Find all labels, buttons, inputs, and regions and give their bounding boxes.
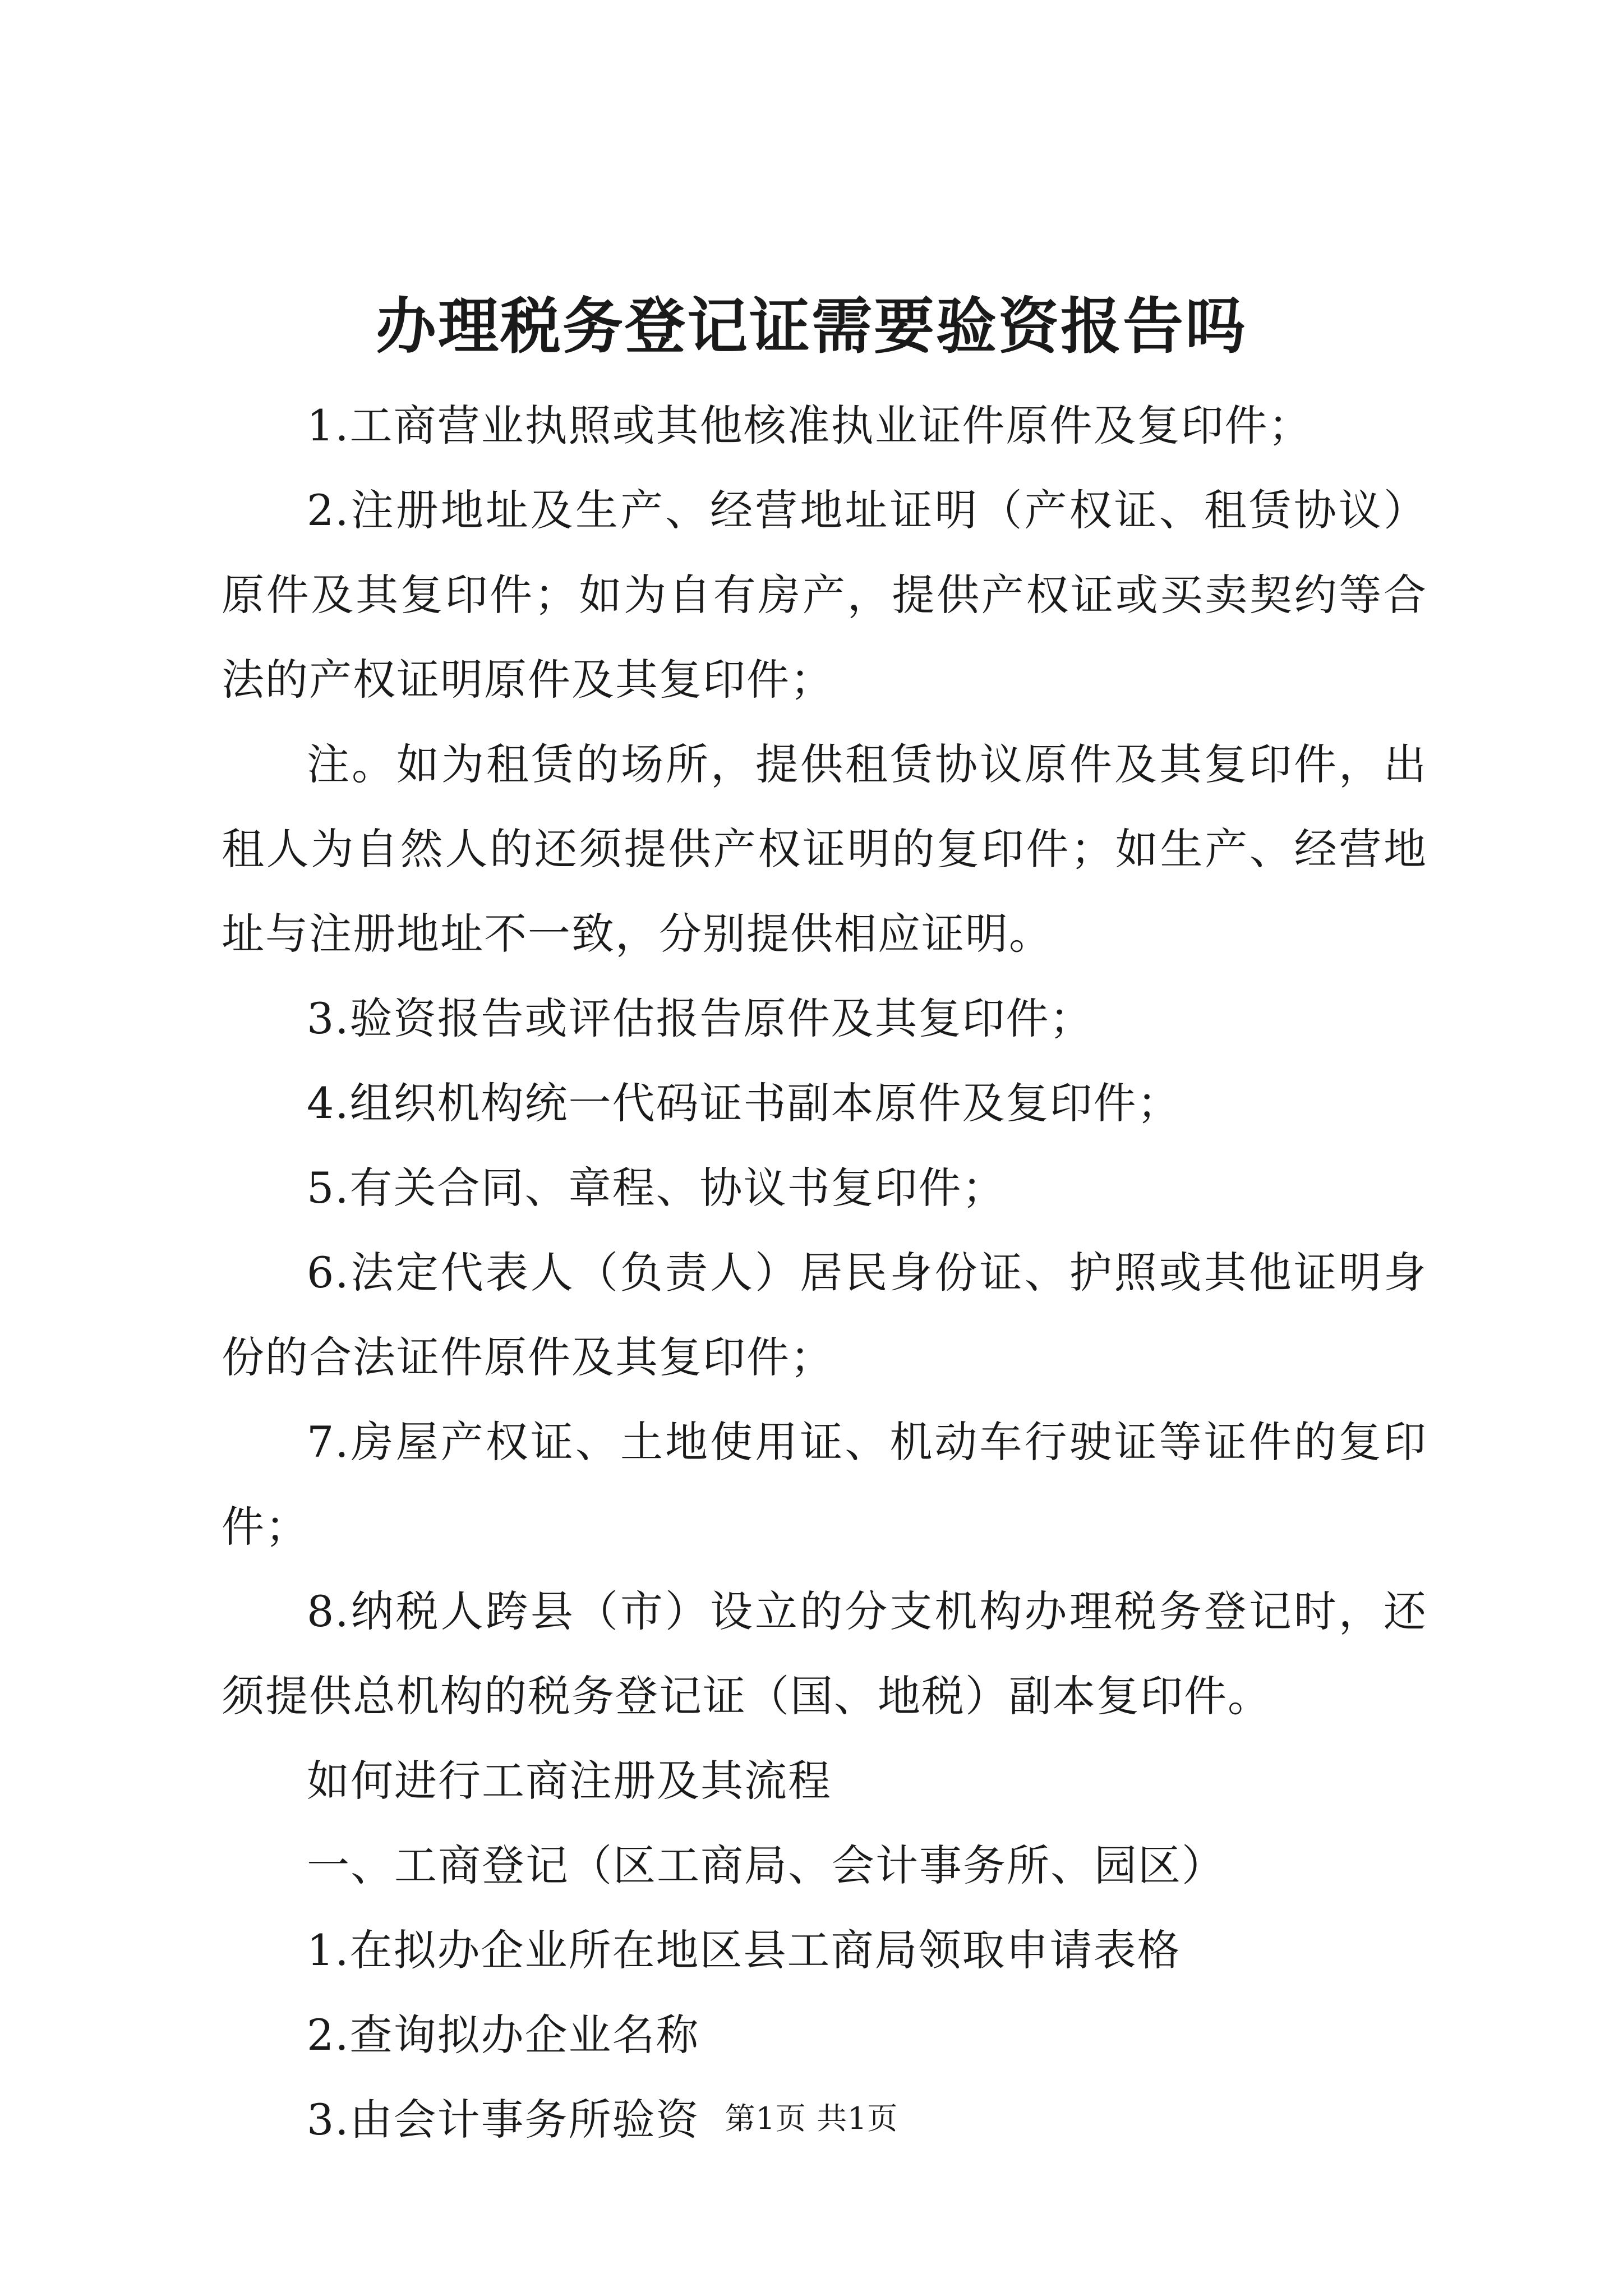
paragraph-item-4: 4.组织机构统一代码证书副本原件及复印件； xyxy=(307,1078,1181,1128)
subheading-registration: 如何进行工商注册及其流程 xyxy=(307,1756,832,1806)
step-item-2: 2.查询拟办企业名称 xyxy=(307,2010,700,2060)
document-body xyxy=(222,383,1427,2162)
page-footer: 第1页 共1页 xyxy=(725,2101,898,2136)
paragraph-item-8: 8.纳税人跨县（市）设立的分支机构办理税务登记时，还须提供总机构的税务登记证（国、地税）副本复印件。 xyxy=(222,1586,1427,1721)
paragraph-item-2: 2.注册地址及生产、经营地址证明（产权证、租赁协议）原件及其复印件；如为自有房产，提供产权证或买卖契约等合法的产权证明原件及其复印件； xyxy=(222,485,1427,705)
step-item-1: 1.在拟办企业所在地区县工商局领取申请表格 xyxy=(307,1925,1181,1975)
paragraph-note: 注。如为租赁的场所，提供租赁协议原件及其复印件，出租人为自然人的还须提供产权证明的复印件；如生产、经营地址与注册地址不一致，分别提供相应证明。 xyxy=(222,739,1427,959)
paragraph-item-5: 5.有关合同、章程、协议书复印件； xyxy=(307,1163,1006,1213)
step-item-3: 3.由会计事务所验资 xyxy=(307,2095,700,2145)
paragraph-item-7: 7.房屋产权证、土地使用证、机动车行驶证等证件的复印件； xyxy=(222,1417,1427,1552)
section-heading-business-registration: 一、工商登记（区工商局、会计事务所、园区） xyxy=(307,1841,1225,1890)
paragraph-item-3: 3.验资报告或评估报告原件及其复印件； xyxy=(307,993,1094,1043)
paragraph-item-6: 6.法定代表人（负责人）居民身份证、护照或其他证明身份的合法证件原件及其复印件； xyxy=(222,1248,1427,1382)
document-title: 办理税务登记证需要验资报告吗 xyxy=(375,291,1247,362)
paragraph-item-1: 1.工商营业执照或其他核准执业证件原件及复印件； xyxy=(307,401,1312,450)
